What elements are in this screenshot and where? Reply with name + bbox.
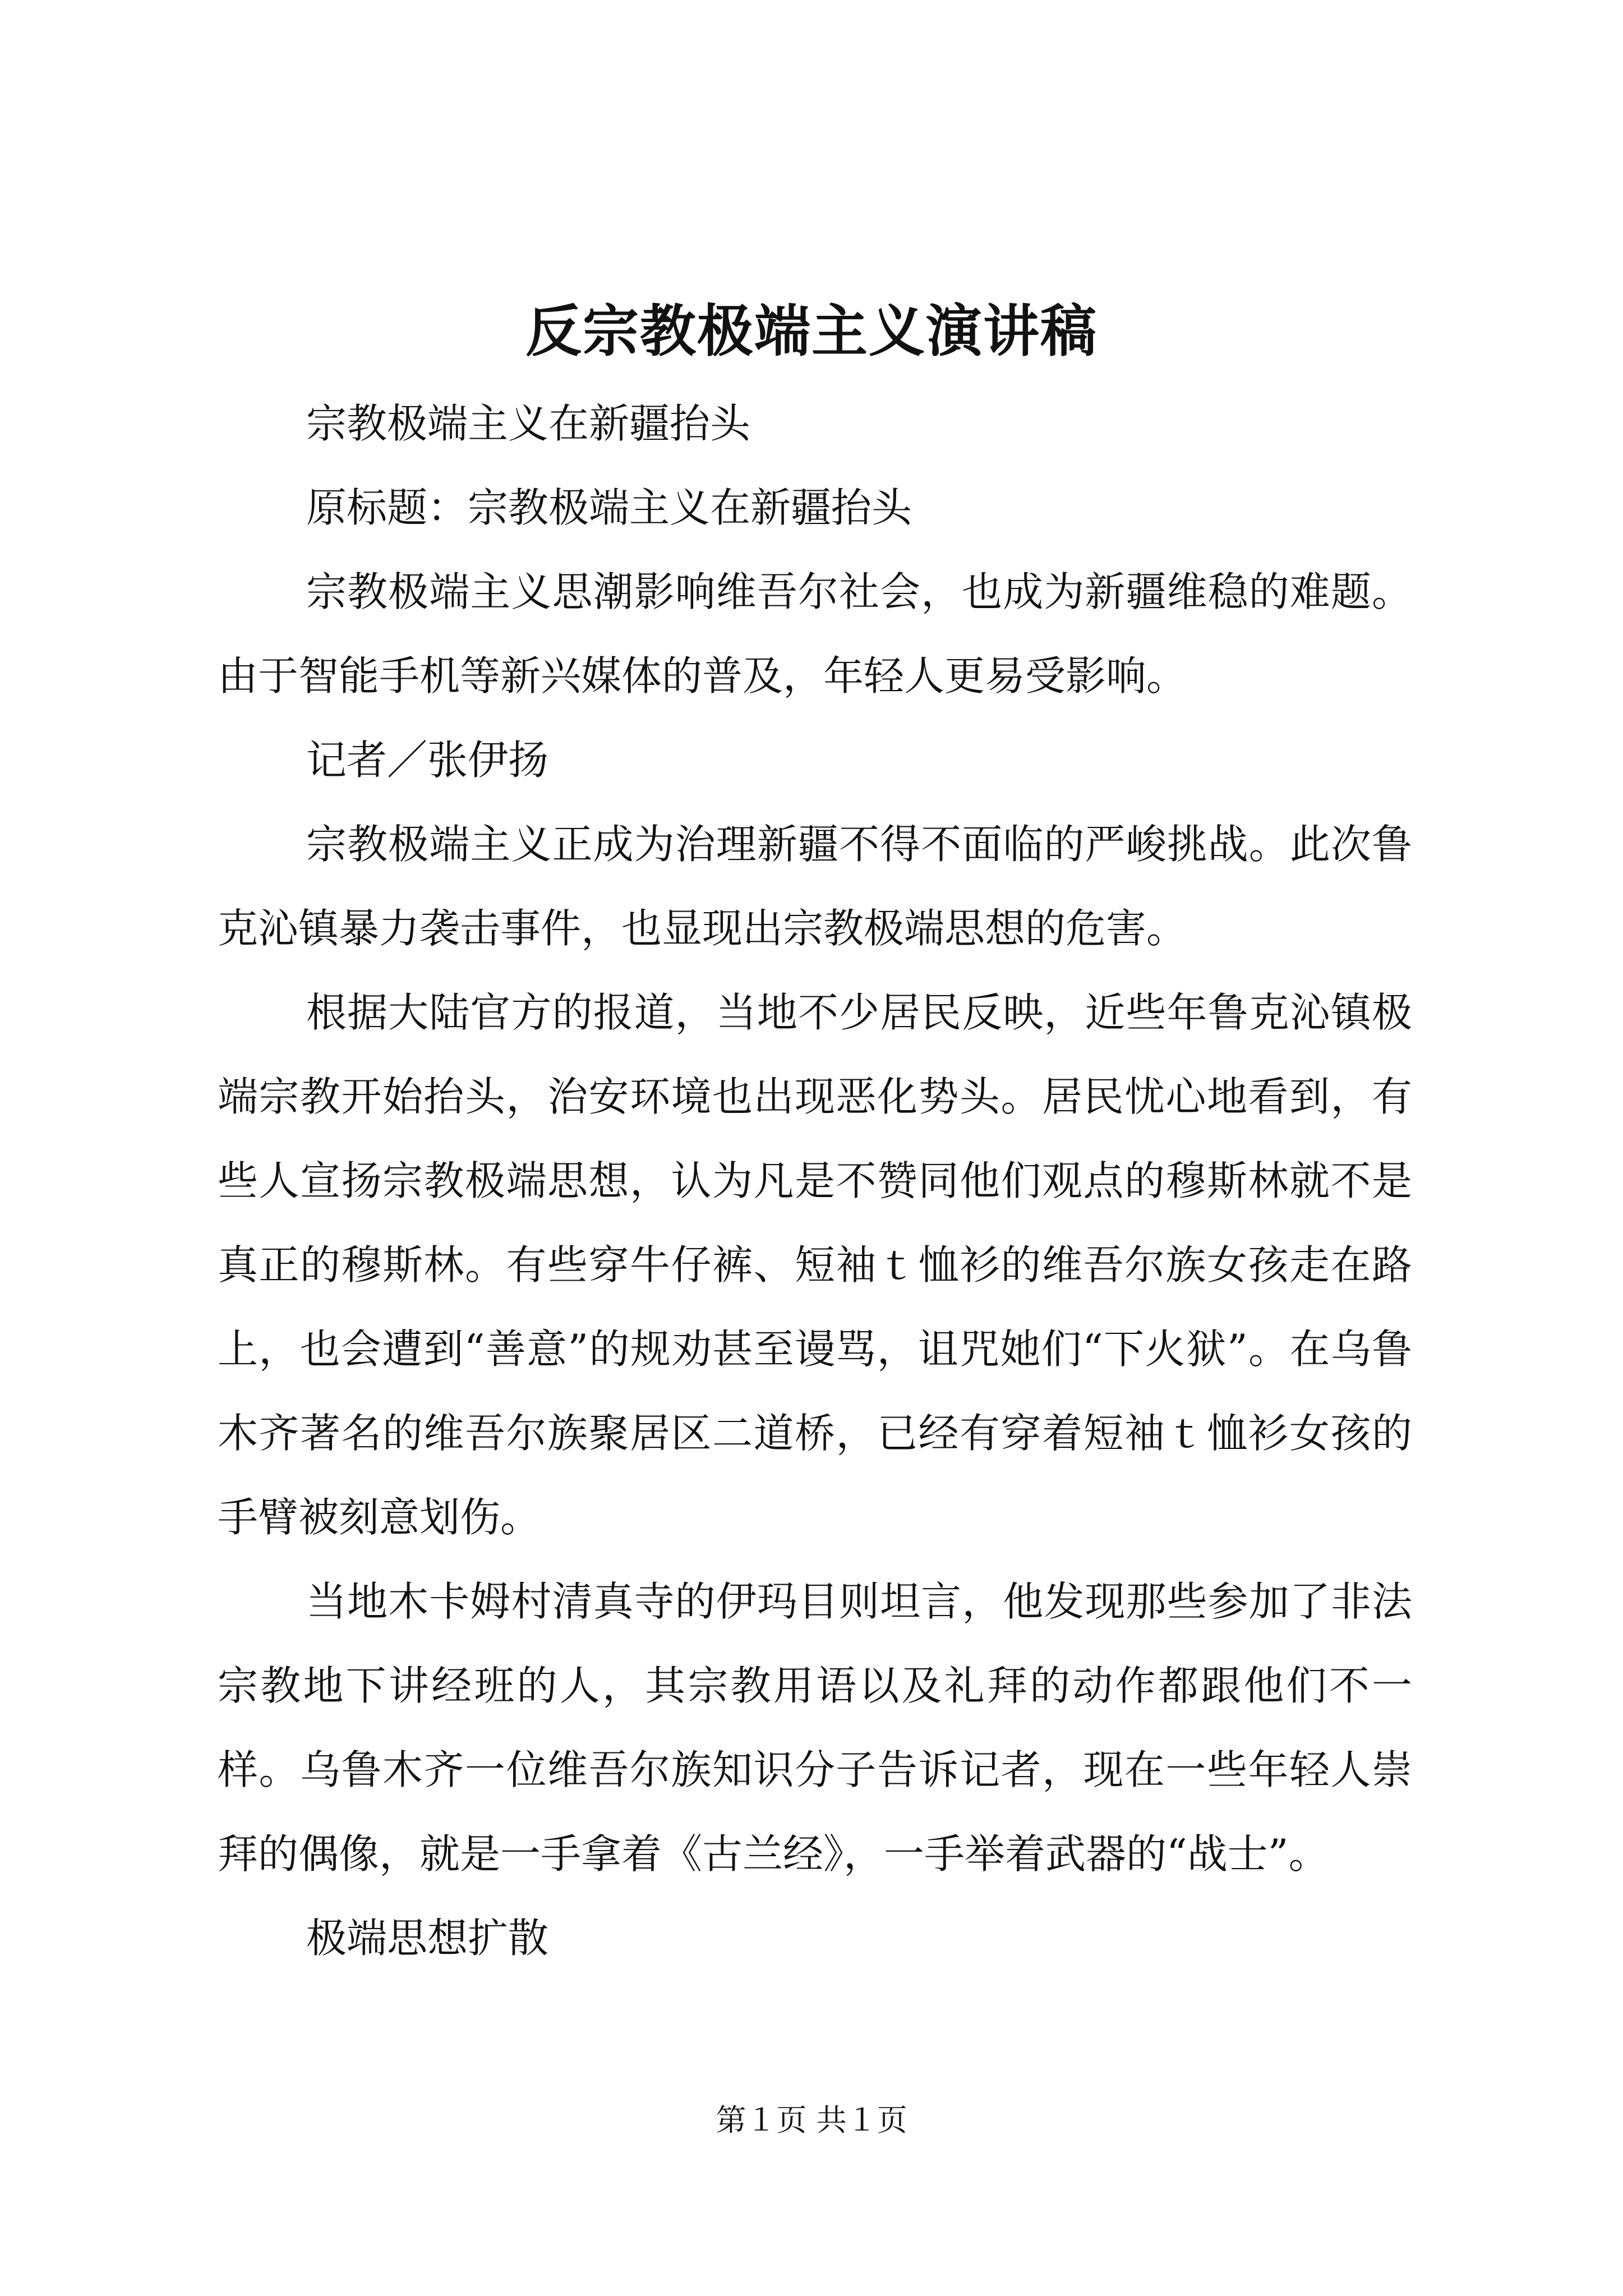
document-body <box>218 381 1412 1980</box>
paragraph-subtitle: 宗教极端主义在新疆抬头 <box>306 400 751 447</box>
paragraph-body: 根据大陆官方的报道，当地不少居民反映，近些年鲁克沁镇极端宗教开始抬头，治安环境也出现恶化势头。居民忧心地看到，有些人宣扬宗教极端思想，认为凡是不赞同他们观点的穆斯林就不是真正的穆斯林。有些穿牛仔裤、短袖ｔ恤衫的维吾尔族女孩走在路上，也会遭到“善意”的规劝甚至谩骂，诅咒她们“下火狱”。在乌鲁木齐著名的维吾尔族聚居区二道桥，已经有穿着短袖ｔ恤衫女孩的手臂被刻意划伤。 <box>218 989 1412 1541</box>
document-title: 反宗教极端主义演讲稿 <box>525 298 1098 364</box>
paragraph-body: 宗教极端主义正成为治理新疆不得不面临的严峻挑战。此次鲁克沁镇暴力袭击事件，也显现出宗教极端思想的危害。 <box>218 821 1412 952</box>
paragraph-byline: 记者／张伊扬 <box>306 737 549 784</box>
paragraph-body: 当地木卡姆村清真寺的伊玛目则坦言，他发现那些参加了非法宗教地下讲经班的人，其宗教用语以及礼拜的动作都跟他们不一样。乌鲁木齐一位维吾尔族知识分子告诉记者，现在一些年轻人崇拜的偶像，就是一手拿着《古兰经》，一手举着武器的“战士”。 <box>218 1578 1412 1878</box>
paragraph-section-heading: 极端思想扩散 <box>306 1915 549 1962</box>
paragraph-summary: 宗教极端主义思潮影响维吾尔社会，也成为新疆维稳的难题。由于智能手机等新兴媒体的普及，年轻人更易受影响。 <box>218 568 1412 700</box>
page-number-footer: 第１页 共１页 <box>716 2102 907 2138</box>
paragraph-original-title: 原标题：宗教极端主义在新疆抬头 <box>306 484 912 531</box>
